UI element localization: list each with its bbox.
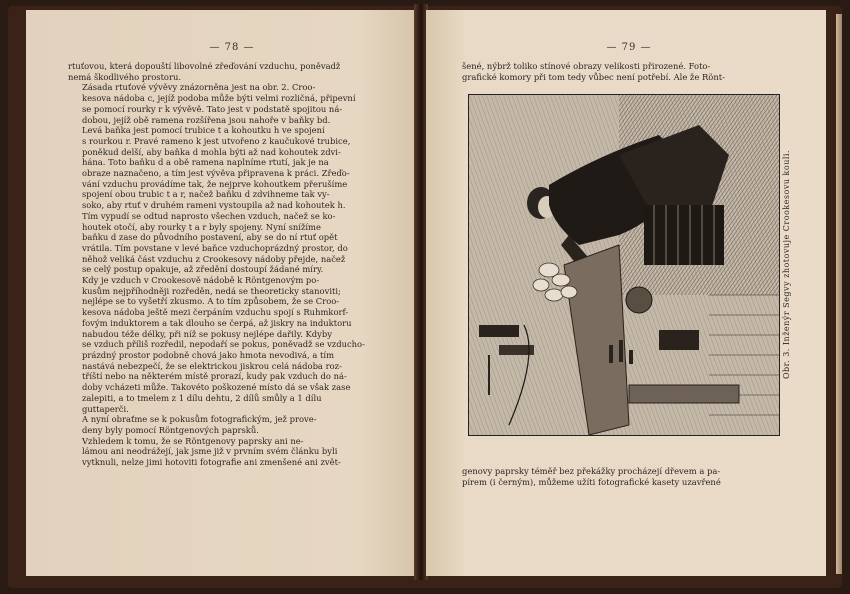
figure-caption: Obr. 3. Inženýr Segvy zhotovuje Crookesovu kouli.	[782, 149, 791, 379]
engraving-drawing	[469, 95, 779, 435]
text-line: guttaperči.	[82, 403, 129, 414]
text-line: Vzhledem k tomu, že se Röntgenovy paprsky ani ne-	[82, 435, 304, 446]
text-line: dobou, jejíž obě ramena rozšířena jsou nahoře v baňky bd.	[82, 114, 331, 125]
text-line: Kdy je vzduch v Crookesově nádobě k Röntgenovým po-	[82, 275, 320, 286]
text-line: zalepiti, a to tmelem z 1 dílu dehtu, 2 dílů smůly a 1 dílu	[82, 392, 322, 403]
text-line: spojení obou trubic t a r, načež baňku d zdvihneme tak vy-	[82, 189, 330, 200]
paragraph	[68, 436, 396, 468]
right-page-top-text	[462, 61, 796, 82]
text-line: deny byly pomocí Röntgenových paprsků.	[82, 424, 259, 435]
text-line: vání vzduchu provádíme tak, že nejprve kohoutkem přerušíme	[82, 178, 348, 189]
right-page-bottom-text	[462, 466, 796, 487]
figure-3	[468, 94, 790, 444]
text-line: grafické komory při tom tedy vůbec není potřebí. Ale že Rönt-	[462, 71, 725, 82]
text-line: se vzduch příliš rozředil, nepodaří se pokus, poněvadž se vzducho-	[82, 339, 365, 350]
text-line: šené, nýbrž toliko stínové obrazy velikosti přirozené. Foto-	[462, 61, 711, 71]
text-line: kesova nádoba c, jejíž podoba může býti velmi rozličná, připevní	[82, 93, 356, 104]
text-line: pírem (i černým), můžeme užíti fotografické kasety uzavřené	[462, 477, 721, 488]
text-line: se pomocí rourky r k vývěvě. Tato jest v podstatě spojitou ná-	[82, 103, 343, 114]
text-line: doby vcházeti může. Takovéto poškozené místo dá se však zase	[82, 382, 351, 393]
text-line: nejlépe se to vyšetří zkusmo. A to tím způsobem, že se Croo-	[82, 296, 340, 307]
text-line: genovy paprsky téměř bez překážky procházejí dřevem a pa-	[462, 466, 721, 477]
right-page	[426, 10, 826, 576]
left-page-text	[68, 61, 396, 468]
text-line: A nyní obraťme se k pokusům fotografickým, jež prove-	[82, 414, 317, 425]
page-edge	[836, 14, 842, 574]
text-line: vytknuli, nelze jimi hotoviti fotografie ani zmenšené ani zvět-	[82, 457, 341, 468]
page-number: — 78 —	[209, 42, 255, 53]
left-page	[26, 10, 418, 576]
text-line: houtek otočí, aby rourky t a r byly spojeny. Nyní snížíme	[82, 221, 321, 232]
text-line: obraze naznačeno, a tím jest vývěva připravena k práci. Zřeďo-	[82, 168, 350, 179]
text-line: soko, aby rtuť v druhém rameni vystoupila až nad kohoutek h.	[82, 200, 346, 211]
text-line: s rourkou r. Pravé rameno k jest utvořeno z kaučukové trubice,	[82, 135, 351, 146]
text-line: tříští nebo na některém místě prorazí, kudy pak vzduch do ná-	[82, 371, 347, 382]
engraving-illustration	[468, 94, 780, 436]
text-line: vrátila. Tím povstane v levé baňce vzduchoprázdný prostor, do	[82, 242, 348, 253]
page-number: — 79 —	[606, 42, 652, 53]
text-line: kusům nejpříhodněji rozředěn, nedá se theoreticky stanoviti;	[82, 285, 341, 296]
text-line: se celý postup opakuje, až zředění dostoupí žádané míry.	[82, 264, 324, 275]
text-line: fovým induktorem a tak dlouho se čerpá, až jiskry na induktoru	[82, 317, 352, 328]
paragraph	[68, 414, 396, 435]
text-line: prázdný prostor podobně chová jako hmota nevodivá, a tím	[82, 349, 335, 360]
text-line: rtuťovou, která dopouští libovolné zřeďování vzduchu, poněvadž	[68, 61, 341, 71]
text-line: lámou ani neodrážejí, jak jsme již v prvním svém článku byli	[82, 446, 338, 457]
text-line: Zásada rtuťové vývěvy znázorněna jest na obr. 2. Croo-	[82, 82, 316, 93]
text-line: poněkud delší, aby baňka d mohla býti až nad kohoutek zdvi-	[82, 146, 341, 157]
text-line: Levá baňka jest pomocí trubice t a kohoutku h ve spojení	[82, 125, 325, 136]
text-line: nemá škodlivého prostoru.	[68, 71, 182, 82]
paragraph	[68, 82, 396, 275]
text-line: hána. Toto baňku d a obě ramena naplníme rtutí, jak je na	[82, 157, 329, 168]
text-line: Tím vypudí se odtud naprosto všechen vzduch, načež se ko-	[82, 210, 336, 221]
text-line: nastává nebezpečí, že se elektrickou jiskrou celá nádoba roz-	[82, 360, 342, 371]
text-line: kesova nádoba ještě mezi čerpáním vzduchu spojí s Ruhmkorf-	[82, 307, 349, 318]
text-line: něhož veliká část vzduchu z Crookesovy nádoby přejde, načež	[82, 253, 346, 264]
paragraph	[68, 275, 396, 414]
text-line: nabudou téže délky, při níž se pokusy nejlépe dařily. Kdyby	[82, 328, 332, 339]
text-line: baňku d zase do původního postavení, aby se do ní rtuť opět	[82, 232, 338, 243]
paragraph	[68, 61, 396, 82]
